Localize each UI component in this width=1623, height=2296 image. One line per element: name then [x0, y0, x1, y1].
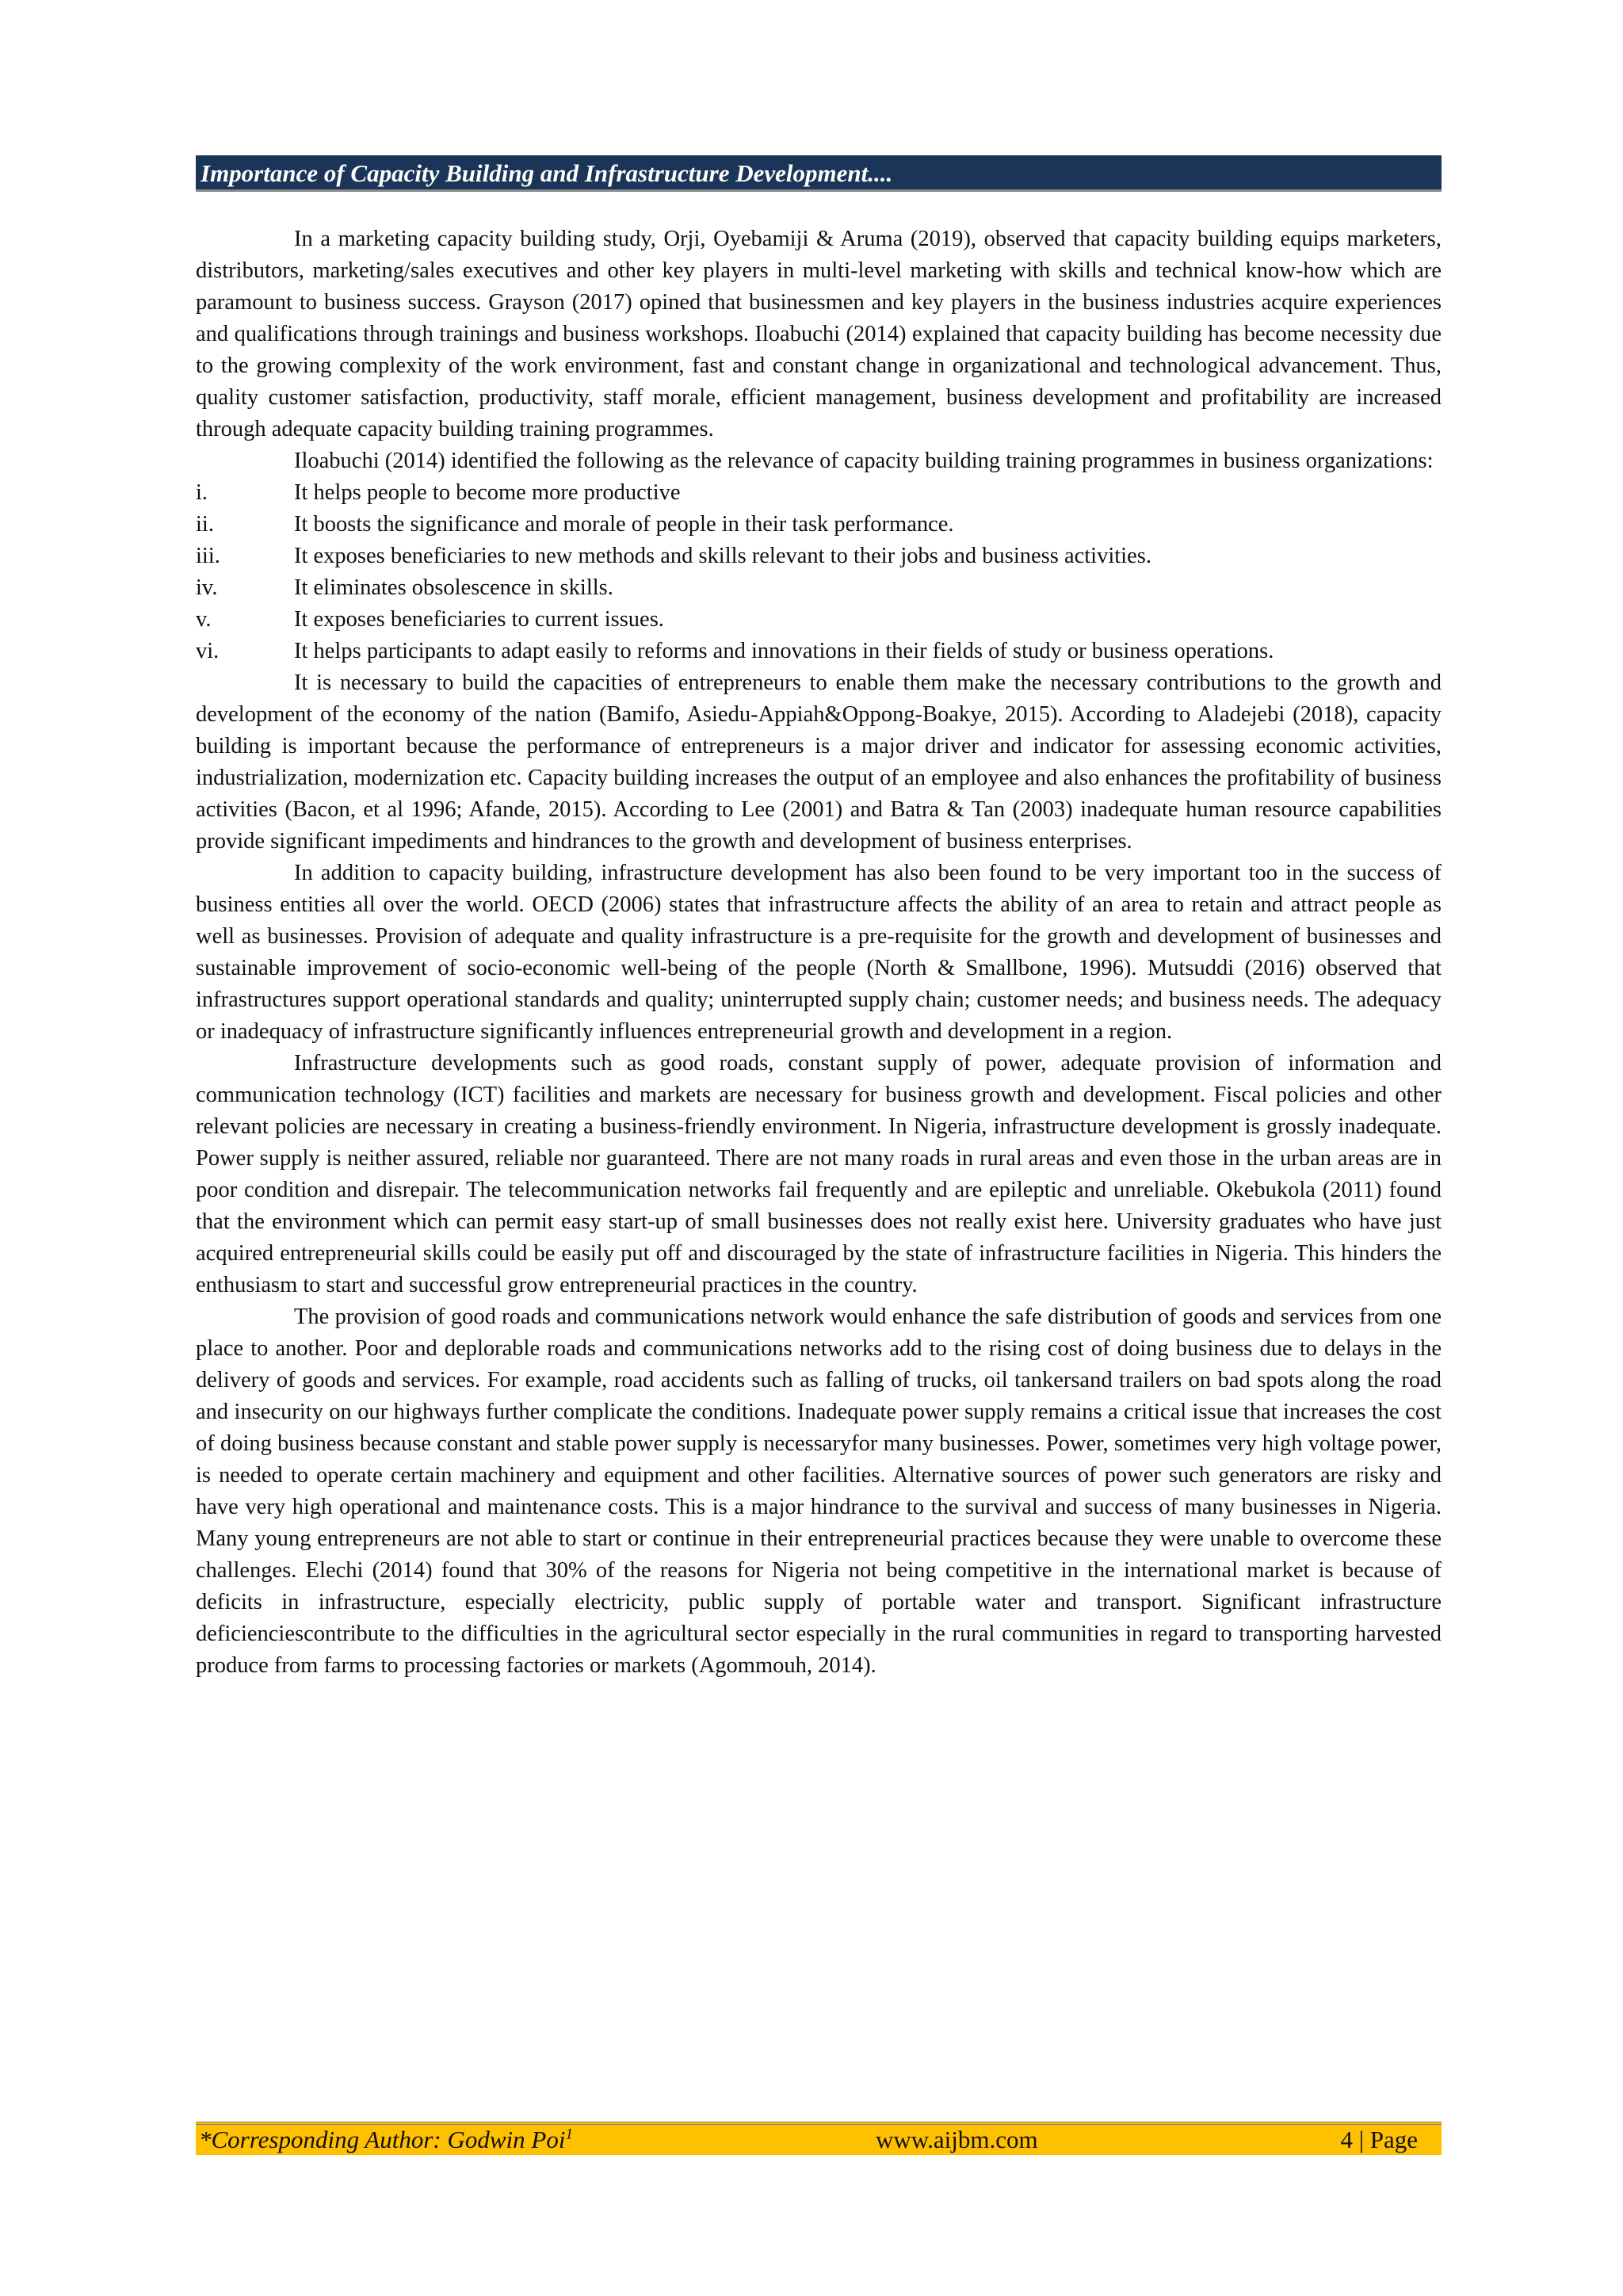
- paragraph: In a marketing capacity building study, Orji, Oyebamiji & Aruma (2019), observed that capacity building equips marketers, distributors, marketing/sales executives and other key players in multi-level marketing with skills and technical know-how which are paramount to business success. Grayson (2017) opined that businessmen and key players in the business industries acquire experiences and qualifications through trainings and business workshops. Iloabuchi (2014) explained that capacity building has become necessity due to the growing complexity of the work environment, fast and constant change in organizational and technological advancement. Thus, quality customer satisfaction, productivity, staff morale, efficient management, business development and profitability are increased through adequate capacity building training programmes.: [196, 227, 1442, 441]
- list-item: [196, 636, 1442, 667]
- author-superscript: 1: [565, 2126, 573, 2143]
- running-header: [196, 155, 1442, 192]
- running-header-title: Importance of Capacity Building and Infrastructure Development....: [200, 159, 893, 187]
- relevance-list: [196, 477, 1442, 667]
- list-item-text: It boosts the significance and morale of people in their task performance.: [294, 512, 954, 537]
- paragraph: Infrastructure developments such as good roads, constant supply of power, adequate provision of information and communication technology (ICT) facilities and markets are necessary for business growth and development. Fiscal policies and other relevant policies are necessary in creating a business-friendly environment. In Nigeria, infrastructure development is grossly inadequate. Power supply is neither assured, reliable nor guaranteed. There are not many roads in rural areas and even those in the urban areas are in poor condition and disrepair. The telecommunication networks fail frequently and are epileptic and unreliable. Okebukola (2011) found that the environment which can permit easy start-up of small businesses does not really exist here. University graduates who have just acquired entrepreneurial skills could be easily put off and discouraged by the state of infrastructure facilities in Nigeria. This hinders the enthusiasm to start and successful grow entrepreneurial practices in the country.: [196, 1051, 1442, 1297]
- list-item: [196, 604, 1442, 636]
- list-item: [196, 541, 1442, 572]
- page-content: [196, 155, 1442, 1682]
- list-item-number: ii.: [196, 512, 214, 537]
- author-name: *Corresponding Author: Godwin Poi: [199, 2126, 566, 2153]
- list-item-text: It eliminates obsolescence in skills.: [294, 575, 613, 600]
- list-item-text: It exposes beneficiaries to new methods and skills relevant to their jobs and business activities.: [294, 544, 1151, 568]
- list-item-number: iii.: [196, 544, 220, 568]
- paragraph: Iloabuchi (2014) identified the following as the relevance of capacity building training programmes in business organizations:: [294, 449, 1434, 473]
- article-body: [196, 223, 1442, 1682]
- page-number: 4 | Page: [1340, 2126, 1418, 2153]
- journal-website: www.aijbm.com: [876, 2126, 1038, 2153]
- list-item: [196, 477, 1442, 509]
- list-item: [196, 572, 1442, 604]
- list-item-text: It helps people to become more productive: [294, 480, 681, 505]
- list-item-text: It helps participants to adapt easily to reforms and innovations in their fields of study or business operations.: [294, 639, 1274, 663]
- paragraph: The provision of good roads and communications network would enhance the safe distribution of goods and services from one place to another. Poor and deplorable roads and communications networks add to the rising cost of doing business due to delays in the delivery of goods and services. For example, road accidents such as falling of trucks, oil tankersand trailers on bad spots along the road and insecurity on our highways further complicate the conditions. Inadequate power supply remains a critical issue that increases the cost of doing business because constant and stable power supply is necessaryfor many businesses. Power, sometimes very high voltage power, is needed to operate certain machinery and equipment and other facilities. Alternative sources of power such generators are risky and have very high operational and maintenance costs. This is a major hindrance to the survival and success of many businesses in Nigeria. Many young entrepreneurs are not able to start or continue in their entrepreneurial practices because they were unable to overcome these challenges. Elechi (2014) found that 30% of the reasons for Nigeria not being competitive in the international market is because of deficits in infrastructure, especially electricity, public supply of portable water and transport. Significant infrastructure deficienciescontribute to the difficulties in the agricultural sector especially in the rural communities in regard to transporting harvested produce from farms to processing factories or markets (Agommouh, 2014).: [196, 1305, 1442, 1678]
- paragraph: In addition to capacity building, infrastructure development has also been found to be very important too in the success of business entities all over the world. OECD (2006) states that infrastructure affects the ability of an area to retain and attract people as well as businesses. Provision of adequate and quality infrastructure is a pre-requisite for the growth and development of businesses and sustainable improvement of socio-economic well-being of the people (North & Smallbone, 1996). Mutsuddi (2016) observed that infrastructures support operational standards and quality; uninterrupted supply chain; customer needs; and business needs. The adequacy or inadequacy of infrastructure significantly influences entrepreneurial growth and development in a region.: [196, 861, 1442, 1044]
- corresponding-author: [199, 2125, 573, 2155]
- list-item-number: iv.: [196, 575, 218, 600]
- list-item-number: v.: [196, 607, 212, 632]
- list-item-number: vi.: [196, 639, 220, 663]
- list-item: [196, 509, 1442, 541]
- paragraph: It is necessary to build the capacities of entrepreneurs to enable them make the necessary contributions to the growth and development of the economy of the nation (Bamifo, Asiedu-Appiah&Oppong-Boakye, 2015). According to Aladejebi (2018), capacity building is important because the performance of entrepreneurs is a major driver and indicator for assessing economic activities, industrialization, modernization etc. Capacity building increases the output of an employee and also enhances the profitability of business activities (Bacon, et al 1996; Afande, 2015). According to Lee (2001) and Batra & Tan (2003) inadequate human resource capabilities provide significant impediments and hindrances to the growth and development of business enterprises.: [196, 670, 1442, 854]
- list-item-text: It exposes beneficiaries to current issues.: [294, 607, 664, 632]
- list-item-number: i.: [196, 480, 208, 505]
- page-footer: [196, 2122, 1442, 2155]
